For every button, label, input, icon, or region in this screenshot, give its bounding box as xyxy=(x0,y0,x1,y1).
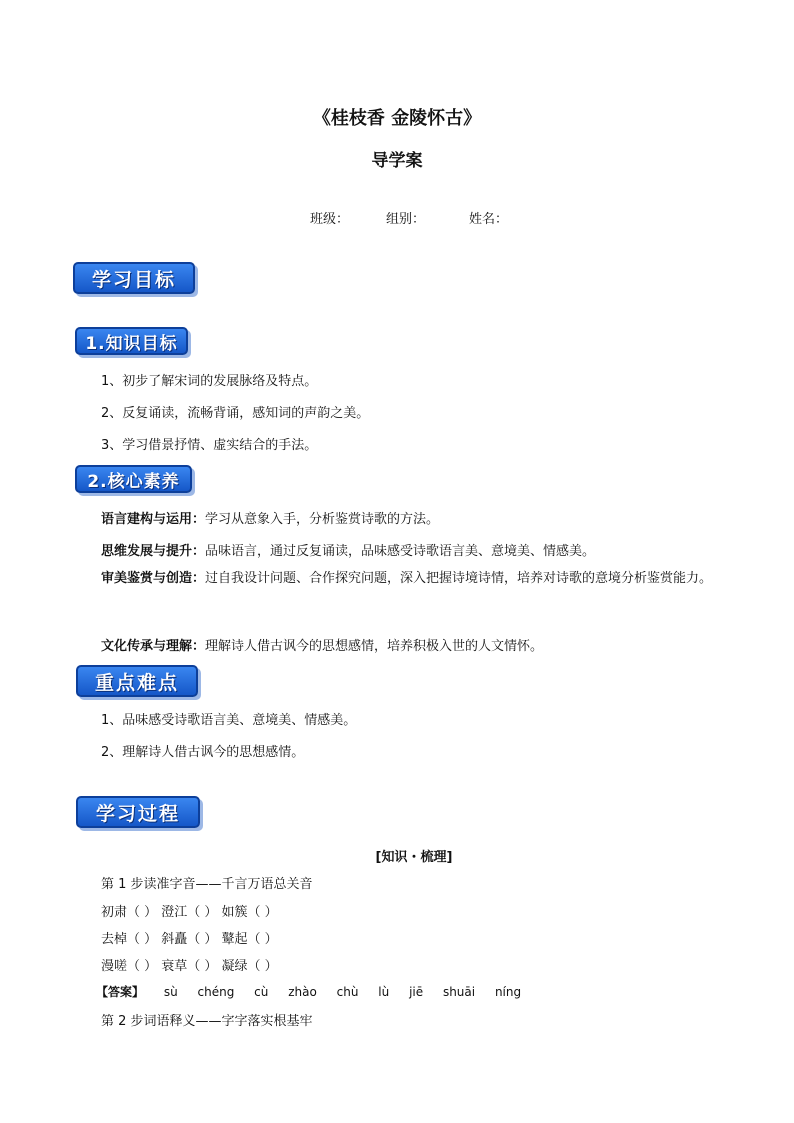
answer-pinyin: lù xyxy=(378,985,390,999)
section-badge-core: 2.核心素养 xyxy=(75,465,192,493)
answer-pinyin: sù xyxy=(163,985,178,999)
core-item-text: 过自我设计问题、合作探究问题，深入把握诗境诗情，培养对诗歌的意境分析鉴赏能力。 xyxy=(205,571,713,586)
answer-pinyin: cù xyxy=(254,985,269,999)
group-label: 组别： xyxy=(386,212,426,227)
page-subtitle: 导学案 xyxy=(371,151,423,171)
answer-pinyin: zhào xyxy=(288,985,317,999)
core-item-text: 理解诗人借古讽今的思想感情，培养积极入世的人文情怀。 xyxy=(205,639,544,654)
answer-pinyin: shuāi xyxy=(442,985,476,999)
key-item: 2、理解诗人借古讽今的思想感情。 xyxy=(101,745,305,760)
core-item xyxy=(101,540,595,559)
core-item xyxy=(101,508,439,527)
core-item xyxy=(101,635,543,654)
knowledge-item: 3、学习借景抒情、虚实结合的手法。 xyxy=(101,438,318,453)
answer-pinyin: níng xyxy=(494,985,522,999)
core-item-label: 思维发展与提升： xyxy=(101,544,206,559)
answer-line xyxy=(96,983,537,1000)
section-badge-process: 学习过程 xyxy=(76,796,200,828)
knowledge-item: 2、反复诵读，流畅背诵，感知词的声韵之美。 xyxy=(101,406,370,421)
core-item-text: 学习从意象入手，分析鉴赏诗歌的方法。 xyxy=(205,512,440,527)
name-label: 姓名： xyxy=(469,212,509,227)
core-item xyxy=(80,563,730,595)
answer-pinyin: jiē xyxy=(409,985,424,999)
step-1-heading: 第 1 步读准字音——千言万语总关音 xyxy=(101,877,313,892)
class-label: 班级： xyxy=(310,212,350,227)
section-badge-knowledge: 1.知识目标 xyxy=(75,327,188,355)
core-item-label: 文化传承与理解： xyxy=(101,639,206,654)
knowledge-item: 1、初步了解宋词的发展脉络及特点。 xyxy=(101,374,318,389)
section-badge-key: 重点难点 xyxy=(76,665,198,697)
core-item-label: 审美鉴赏与创造： xyxy=(101,571,206,586)
step-2-heading: 第 2 步词语释义——字字落实根基牢 xyxy=(101,1014,313,1029)
knowledge-review-label: [知识・梳理] xyxy=(375,850,453,865)
answer-pinyin: chù xyxy=(336,985,359,999)
pronunciation-row: 去棹（ ） 斜矗（ ） 鼙起（ ） xyxy=(101,932,278,947)
answer-label: 【答案】 xyxy=(96,985,145,999)
key-item: 1、品味感受诗歌语言美、意境美、情感美。 xyxy=(101,713,357,728)
page-title: 《桂枝香 金陵怀古》 xyxy=(312,108,482,129)
section-badge-goals: 学习目标 xyxy=(73,262,195,294)
pronunciation-row: 初肃（ ） 澄江（ ） 如簇（ ） xyxy=(101,905,278,920)
core-item-text: 品味语言，通过反复诵读，品味感受诗歌语言美、意境美、情感美。 xyxy=(205,544,596,559)
pronunciation-row: 漫嗟（ ） 衰草（ ） 凝绿（ ） xyxy=(101,959,278,974)
core-item-label: 语言建构与运用： xyxy=(101,512,206,527)
answer-pinyin: chéng xyxy=(197,985,235,999)
